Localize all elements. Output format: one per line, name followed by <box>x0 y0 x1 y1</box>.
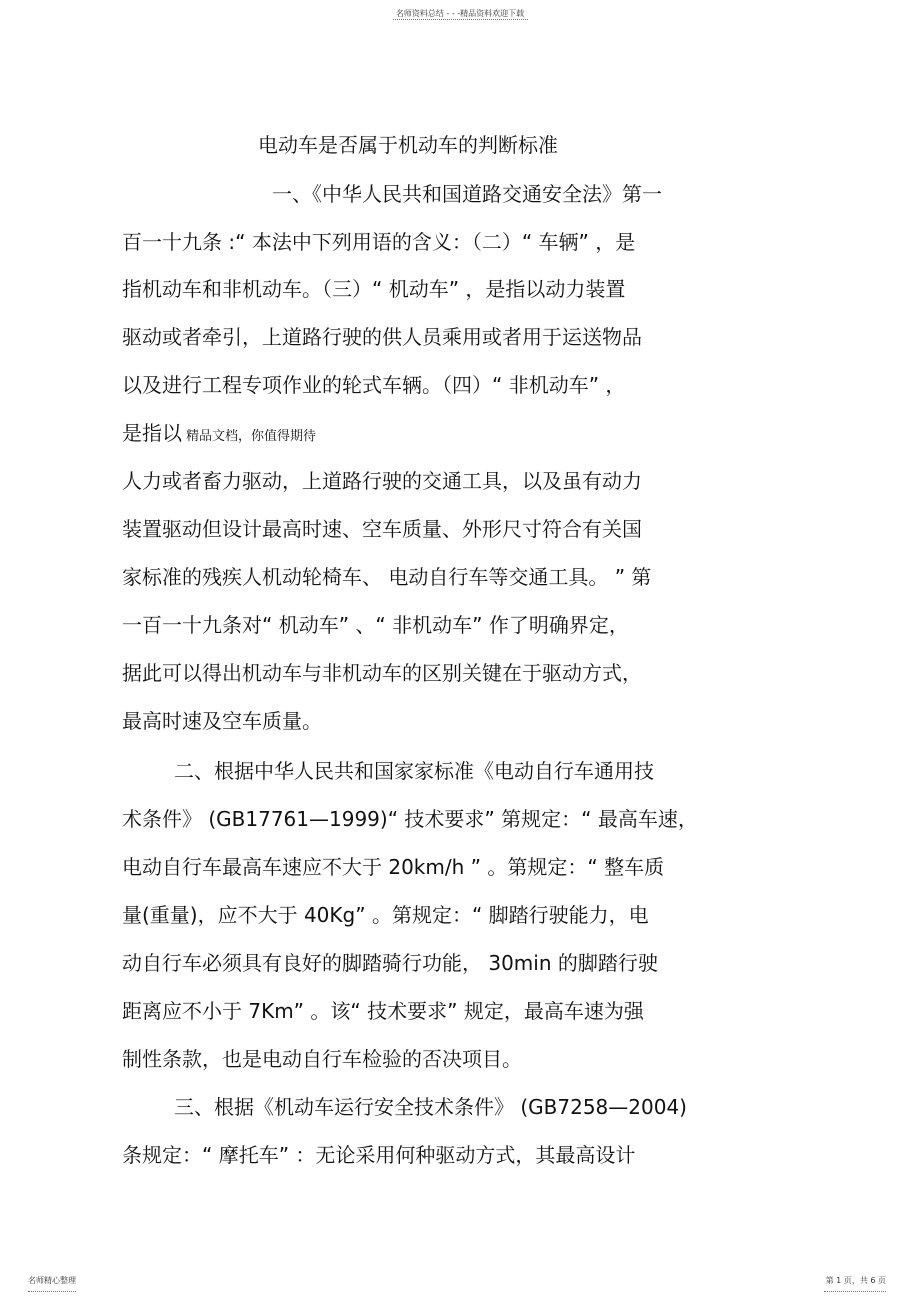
paragraph-line-13: 二、根据中华人民共和国家家标准《电动自行车通用技 <box>174 759 654 783</box>
document-title: 电动车是否属于机动车的判断标准 <box>258 133 558 157</box>
paragraph-line-21: 条规定：“ 摩托车” ：无论采用何种驱动方式，其最高设计 <box>122 1143 636 1167</box>
paragraph-line-7: 人力或者畜力驱动，上道路行驶的交通工具，以及虽有动力 <box>122 469 642 493</box>
paragraph-line-20: 三、根据《机动车运行安全技术条件》 (GB7258—2004) <box>174 1095 687 1119</box>
footer-right-divider <box>824 1291 886 1292</box>
paragraph-line-2: 百一十九条 :“ 本法中下列用语的含义：（二）“ 车辆” ，是 <box>122 230 636 254</box>
paragraph-line-6-text: 是指以 <box>122 421 182 445</box>
paragraph-line-19: 制性条款，也是电动自行车检验的否决项目。 <box>122 1047 522 1071</box>
paragraph-line-12: 最高时速及空车质量。 <box>122 709 322 733</box>
paragraph-line-4: 驱动或者牵引，上道路行驶的供人员乘用或者用于运送物品 <box>122 325 642 349</box>
paragraph-line-17: 动自行车必须具有良好的脚踏骑行功能， 30min 的脚踏行驶 <box>122 951 658 975</box>
footer-left-label: 名师精心整理 <box>28 1276 76 1285</box>
paragraph-line-16: 量(重量)，应不大于 40Kg” 。第规定：“ 脚踏行驶能力，电 <box>122 903 649 927</box>
paragraph-line-11: 据此可以得出机动车与非机动车的区别关键在于驱动方式， <box>122 661 642 685</box>
inline-promo-note: 精品文档，你值得期待 <box>186 429 317 444</box>
paragraph-line-1: 一、《中华人民共和国道路交通安全法》第一 <box>272 182 662 206</box>
paragraph-line-9: 家标准的残疾人机动轮椅车、 电动自行车等交通工具。 ” 第 <box>122 565 652 589</box>
paragraph-line-6 <box>122 420 316 450</box>
header-divider <box>393 19 528 20</box>
page-header: 名师资料总结 - - -精品资料欢迎下载 <box>395 9 525 18</box>
paragraph-line-18: 距离应不小于 7Km” 。该“ 技术要求” 规定，最高车速为强 <box>122 999 644 1023</box>
paragraph-line-10: 一百一十九条对“ 机动车” 、“ 非机动车” 作了明确界定， <box>122 613 629 637</box>
page-number: 第 1 页，共 6 页 <box>825 1276 886 1285</box>
paragraph-line-5: 以及进行工程专项作业的轮式车辆。（四）“ 非机动车” ， <box>122 373 626 397</box>
footer-left-divider <box>28 1291 76 1292</box>
paragraph-line-3: 指机动车和非机动车。（三）“ 机动车” ，是指以动力装置 <box>122 277 626 301</box>
paragraph-line-14: 术条件》 (GB17761—1999)“ 技术要求” 第规定：“ 最高车速， <box>122 807 698 831</box>
paragraph-line-8: 装置驱动但设计最高时速、空车质量、外形尺寸符合有关国 <box>122 517 642 541</box>
paragraph-line-15: 电动自行车最高车速应不大于 20km/h ” 。第规定：“ 整车质 <box>122 855 665 879</box>
